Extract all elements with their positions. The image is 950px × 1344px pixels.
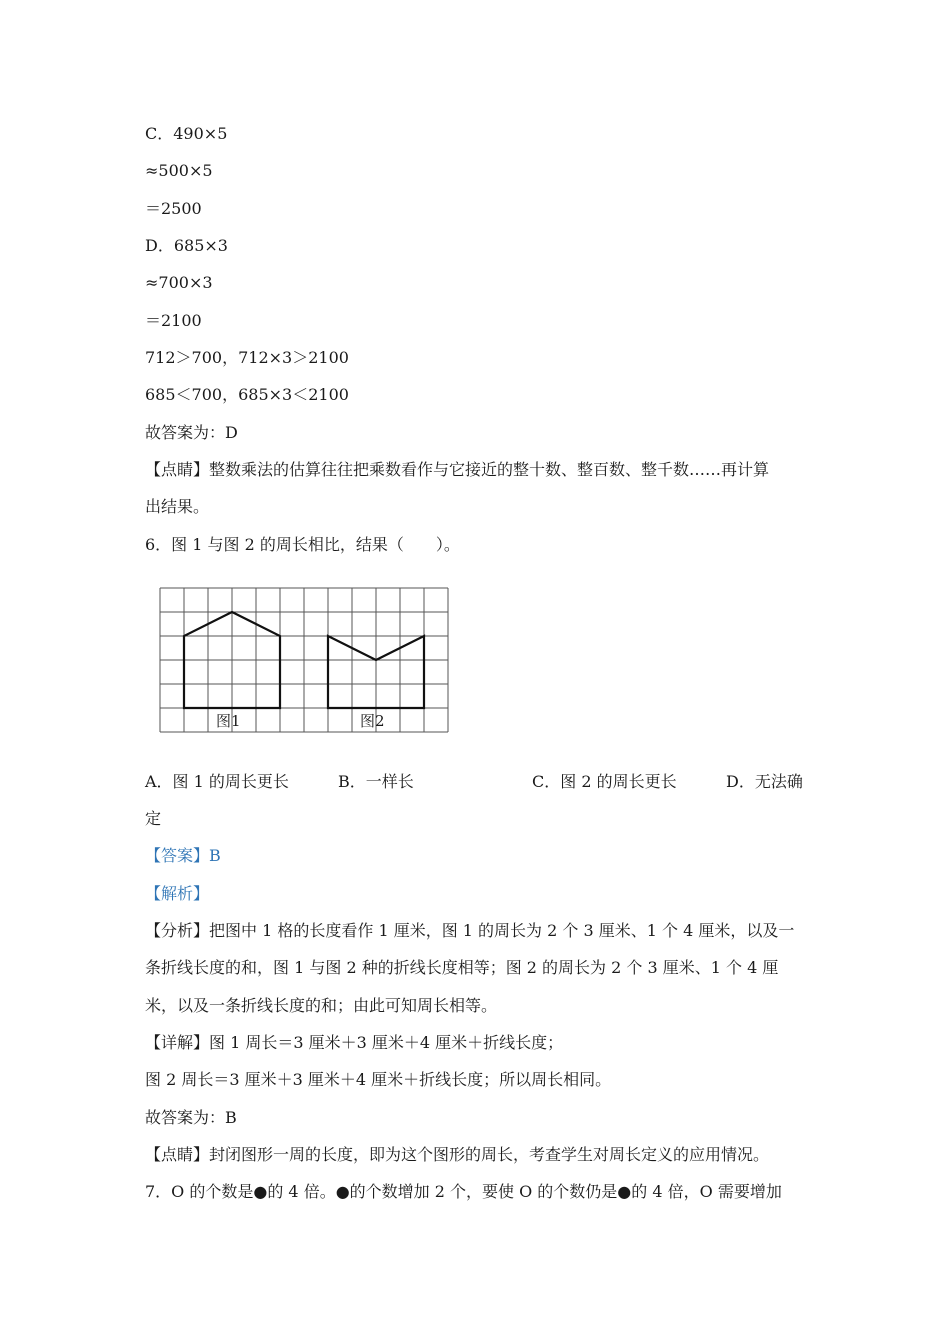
option-a: A．图 1 的周长更长 (145, 772, 289, 791)
text-line: 故答案为：B (145, 1108, 237, 1127)
text-line: 【分析】把图中 1 格的长度看作 1 厘米，图 1 的周长为 2 个 3 厘米、1 个 4 厘米，以及一 (145, 921, 795, 940)
text-line: ＝2500 (145, 199, 202, 218)
text-line: 条折线长度的和，图 1 与图 2 种的折线长度相等；图 2 的周长为 2 个 3 厘米、1 个 4 厘 (145, 958, 779, 977)
text-line: D．685×3 (145, 236, 228, 255)
text-line: 图 2 周长＝3 厘米＋3 厘米＋4 厘米＋折线长度；所以周长相同。 (145, 1070, 612, 1089)
text-line: 【详解】图 1 周长＝3 厘米＋3 厘米＋4 厘米＋折线长度； (145, 1033, 564, 1052)
figure-1-label: 图1 (216, 712, 241, 730)
answer-line: 【答案】B (145, 846, 221, 865)
text-line: 685＜700，685×3＜2100 (145, 385, 349, 404)
option-c: C．图 2 的周长更长 (532, 772, 677, 791)
text-line: ≈700×3 (145, 273, 213, 292)
perimeter-figure (158, 586, 450, 734)
figure-2-label: 图2 (360, 712, 385, 730)
text-line: 【点睛】封闭图形一周的长度，即为这个图形的周长，考查学生对周长定义的应用情况。 (145, 1145, 770, 1164)
option-b: B．一样长 (338, 772, 414, 791)
question-6: 6．图 1 与图 2 的周长相比，结果（ ）。 (145, 535, 460, 554)
text-line: 出结果。 (145, 497, 210, 516)
analysis-heading: 【解析】 (145, 884, 210, 903)
option-d-continued: 定 (145, 809, 162, 828)
text-line: 【点睛】整数乘法的估算往往把乘数看作与它接近的整十数、整百数、整千数……再计算 (145, 460, 770, 479)
text-line: 712＞700，712×3＞2100 (145, 348, 349, 367)
text-line: 故答案为：D (145, 423, 238, 442)
text-line: ≈500×5 (145, 161, 213, 180)
text-line: ＝2100 (145, 311, 202, 330)
grid (160, 588, 448, 732)
text-line: C．490×5 (145, 124, 228, 143)
option-d: D．无法确 (726, 772, 803, 791)
question-7: 7．O 的个数是●的 4 倍。●的个数增加 2 个，要使 O 的个数仍是●的 4 倍，O 需要增加 (145, 1182, 782, 1201)
text-line: 米，以及一条折线长度的和；由此可知周长相等。 (145, 996, 498, 1015)
